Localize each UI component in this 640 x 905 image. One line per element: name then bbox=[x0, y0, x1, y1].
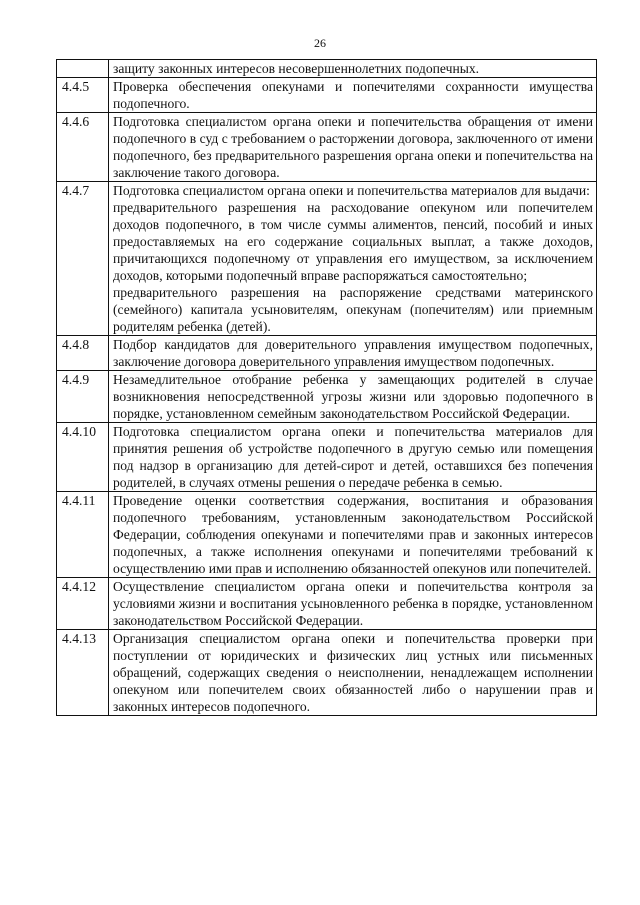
table-row bbox=[57, 182, 597, 336]
item-paragraph: Организация специалистом органа опеки и попечительства проверки при поступлении от юридических и физических лиц устных или письменных обращений, содержащих сведения о неисполнении, ненадлежащем исполнении опекуном или попечителем своих обязанностей либо о нарушении прав и законных интересов подопечного. bbox=[113, 631, 593, 714]
item-paragraph: Подбор кандидатов для доверительного управления имуществом подопечных, заключение договора доверительного управления имуществом подопечных. bbox=[113, 337, 593, 369]
table-row bbox=[57, 492, 597, 578]
item-paragraph: Подготовка специалистом органа опеки и попечительства обращения от имени подопечного в суд с требованием о расторжении договора, заключенного от имени подопечного, без предварительного разрешения органа опеки и попечительства на заключение такого договора. bbox=[113, 114, 593, 180]
item-number: 4.4.11 bbox=[57, 492, 109, 578]
document-table bbox=[56, 59, 597, 716]
item-paragraph: Подготовка специалистом органа опеки и попечительства материалов для выдачи: bbox=[113, 183, 590, 198]
item-text bbox=[109, 423, 597, 492]
item-paragraph: Проверка обеспечения опекунами и попечителями сохранности имущества подопечного. bbox=[113, 79, 593, 111]
page-number: 26 bbox=[314, 36, 326, 50]
item-number: 4.4.5 bbox=[57, 78, 109, 113]
item-text bbox=[109, 60, 597, 78]
item-number: 4.4.13 bbox=[57, 630, 109, 716]
table-row bbox=[57, 371, 597, 423]
table-row bbox=[57, 113, 597, 182]
item-text bbox=[109, 336, 597, 371]
item-paragraph: предварительного разрешения на распоряжение средствами материнского (семейного) капитала усыновителям, опекунам (попечителям) или приемным родителям ребенка (детей). bbox=[113, 285, 593, 334]
table-row bbox=[57, 78, 597, 113]
item-text bbox=[109, 492, 597, 578]
item-text bbox=[109, 578, 597, 630]
item-number: 4.4.12 bbox=[57, 578, 109, 630]
item-text bbox=[109, 371, 597, 423]
item-number: 4.4.8 bbox=[57, 336, 109, 371]
table-row bbox=[57, 336, 597, 371]
item-number bbox=[57, 60, 109, 78]
item-number: 4.4.9 bbox=[57, 371, 109, 423]
table-row bbox=[57, 630, 597, 716]
item-paragraph: предварительного разрешения на расходование опекуном или попечителем доходов подопечного, в том числе суммы алиментов, пенсий, пособий и иных предоставляемых на его содержание социальных выплат, а также доходов, причитающихся подопечному от управления его имуществом, за исключением доходов, которыми подопечный вправе распоряжаться самостоятельно; bbox=[113, 200, 593, 283]
item-paragraph: Проведение оценки соответствия содержания, воспитания и образования подопечного требованиям, установленным законодательством Российской Федерации, соблюдения опекунами и попечителями прав и законных интересов подопечных, а также исполнения опекунами и попечителями требований к осуществлению ими прав и исполнению обязанностей опекунов или попечителей. bbox=[113, 493, 593, 576]
table-row bbox=[57, 60, 597, 78]
item-text bbox=[109, 630, 597, 716]
item-text bbox=[109, 113, 597, 182]
table-row bbox=[57, 423, 597, 492]
item-number: 4.4.10 bbox=[57, 423, 109, 492]
item-number: 4.4.6 bbox=[57, 113, 109, 182]
table-row bbox=[57, 578, 597, 630]
item-paragraph: защиту законных интересов несовершеннолетних подопечных. bbox=[113, 61, 480, 76]
item-paragraph: Незамедлительное отобрание ребенка у замещающих родителей в случае возникновения непосредственной угрозы жизни или здоровью подопечного в порядке, установленном семейным законодательством Российской Федерации. bbox=[113, 372, 593, 421]
item-paragraph: Подготовка специалистом органа опеки и попечительства материалов для принятия решения об устройстве подопечного в другую семью или помещения под надзор в организацию для детей-сирот и детей, оставшихся без попечения родителей, в случаях отмены решения о передаче ребенка в семью. bbox=[113, 424, 593, 490]
item-paragraph: Осуществление специалистом органа опеки и попечительства контроля за условиями жизни и воспитания усыновленного ребенка в порядке, установленном законодательством Российской Федерации. bbox=[113, 579, 593, 628]
item-text bbox=[109, 182, 597, 336]
item-number: 4.4.7 bbox=[57, 182, 109, 336]
item-text bbox=[109, 78, 597, 113]
